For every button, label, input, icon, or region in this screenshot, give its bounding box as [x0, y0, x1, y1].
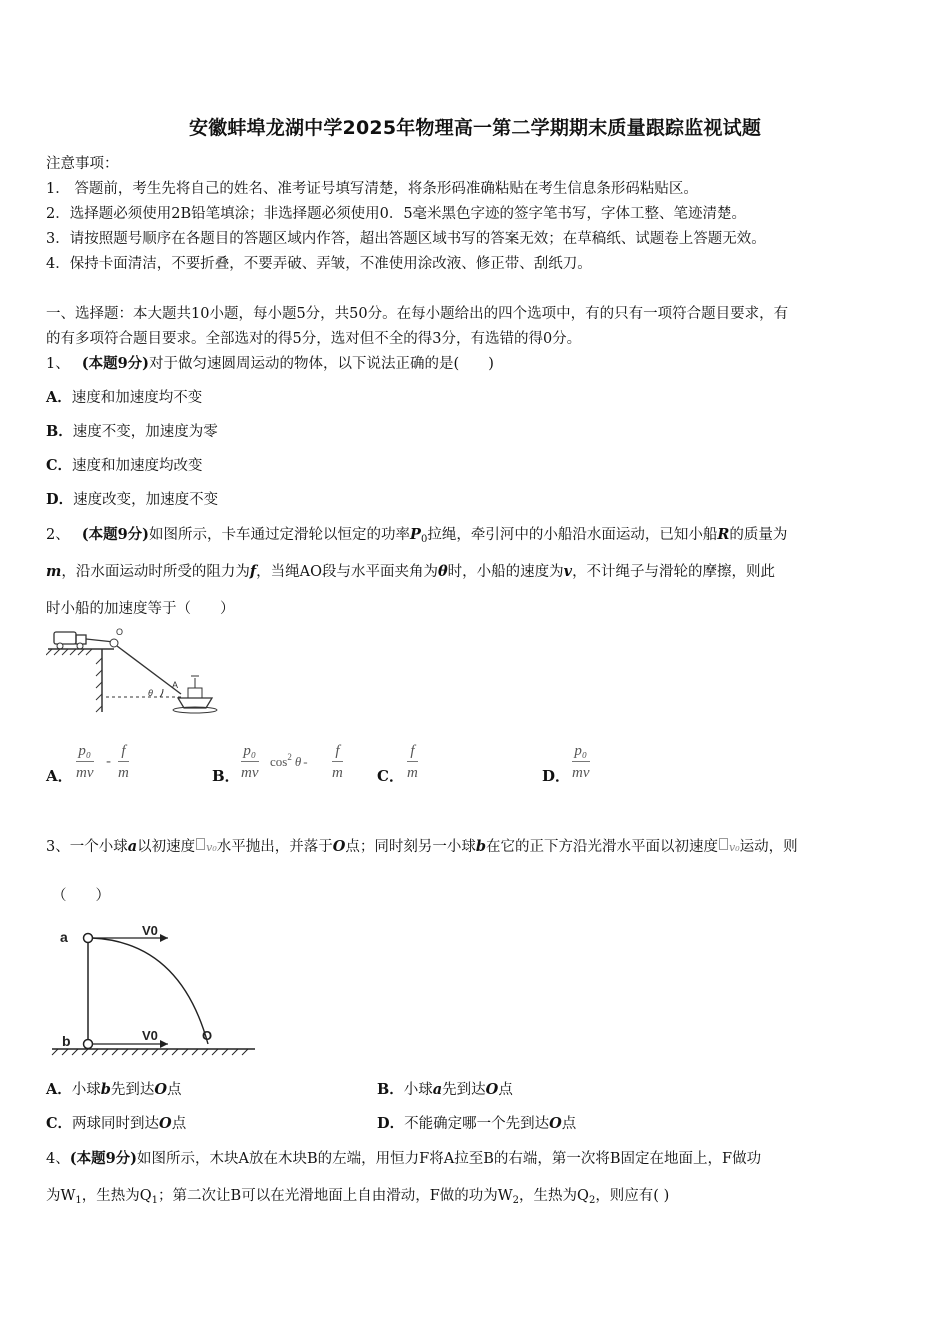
q1-option-a[interactable]: A．速度和加速度均不变 — [46, 389, 203, 406]
svg-text:O: O — [116, 627, 124, 637]
notice-heading: 注意事项： — [46, 156, 119, 172]
q2-option-d-label[interactable]: D． — [542, 767, 571, 785]
q3-option-a[interactable]: A．小球b先到达O点 — [46, 1081, 182, 1098]
ball-b-icon — [84, 1040, 93, 1049]
svg-text:b: b — [62, 1033, 71, 1049]
pulley-icon — [110, 639, 118, 647]
cos-term: $\cos^2 \theta$ - — [270, 752, 308, 769]
question-3-paren: （ ） — [52, 888, 110, 904]
q3-option-c[interactable]: C．两球同时到达O点 — [46, 1115, 187, 1132]
missing-glyph-icon — [719, 838, 728, 850]
question-2-line1: 2、 (本题9分)如图所示，卡车通过定滑轮以恒定的功率$P_0$拉绳，牵引河中的小船沿水面运动，已知小船R的质量为 — [46, 526, 788, 545]
q2-option-a-label[interactable]: A． — [46, 767, 73, 785]
question-4-line1: 4、(本题9分)如图所示，木块A放在木块B的左端，用恒力F将A拉至B的右端，第一次将B固定在地面上，F做功 — [46, 1150, 762, 1167]
section-intro-line1: 一、选择题：本大题共10小题，每小题5分，共50分。在每小题给出的四个选项中，有的只有一项符合题目要求，有 — [46, 306, 789, 322]
question-4-line2: 为$W_1$，生热为$Q_1$；第二次让B可以在光滑地面上自由滑动，F做的功为$W_2$，生热为$Q_2$，则应有( ) — [46, 1188, 670, 1206]
svg-text:O: O — [202, 1028, 213, 1043]
question-2-line3: 时小船的加速度等于（ ） — [46, 601, 235, 617]
svg-text:A: A — [172, 680, 179, 690]
missing-glyph-icon — [196, 838, 205, 850]
ball-a-icon — [84, 934, 93, 943]
question-3-stem: 3、一个小球a以初速度 v₀水平抛出，并落于O点；同时刻另一小球b在它的正下方沿光滑水平面以初速度 v₀运动，则 — [46, 838, 798, 855]
q2-option-a-frac2: $\frac{f}{m}$ — [118, 743, 129, 781]
q2-option-c-label[interactable]: C． — [377, 767, 404, 785]
q2-option-b-frac2: $\frac{f}{m}$ — [332, 743, 343, 781]
truck-pulley-diagram — [46, 626, 221, 718]
svg-text:a: a — [60, 929, 68, 945]
q3-option-b[interactable]: B．小球a先到达O点 — [377, 1081, 513, 1098]
q1-option-c[interactable]: C．速度和加速度均改变 — [46, 457, 203, 474]
notice-item: 4．保持卡面清洁，不要折叠，不要弄破、弄皱，不准使用涂改液、修正带、刮纸刀。 — [46, 256, 592, 272]
q2-option-b-frac1: $\frac{\text{p₀}}{mv}$ — [241, 743, 259, 781]
q2-option-a-frac1: $\frac{\text{p₀}}{mv}$ — [76, 743, 94, 781]
page-title: 安徽蚌埠龙湖中学2025年物理高一第二学期期末质量跟踪监视试题 — [188, 117, 762, 139]
section-intro-line2: 的有多项符合题目要求。全部选对的得5分，选对但不全的得3分，有选错的得0分。 — [46, 331, 582, 347]
q2-option-c-frac: $\frac{f}{m}$ — [407, 743, 418, 781]
q2-option-b-label[interactable]: B． — [212, 767, 240, 785]
projectile-diagram — [50, 920, 260, 1060]
question-1-stem: 1、 (本题9分)对于做匀速圆周运动的物体，以下说法正确的是( ) — [46, 355, 494, 372]
svg-text:V0: V0 — [142, 923, 158, 938]
q2-option-d-frac: $\frac{\text{p₀}}{mv}$ — [572, 743, 590, 781]
notice-item: 2．选择题必须使用2B铅笔填涂；非选择题必须使用0．5毫米黑色字迹的签字笔书写，字体工整、笔迹清楚。 — [46, 206, 747, 222]
q3-option-d[interactable]: D．不能确定哪一个先到达O点 — [377, 1115, 577, 1132]
q1-option-d[interactable]: D．速度改变，加速度不变 — [46, 491, 219, 508]
boat-icon — [173, 676, 217, 713]
truck-icon — [54, 632, 86, 649]
svg-text:V0: V0 — [142, 1028, 158, 1043]
question-2-line2: m，沿水面运动时所受的阻力为f，当绳AO段与水平面夹角为θ时，小船的速度为v，不计绳子与滑轮的摩擦，则此 — [46, 563, 776, 580]
q1-option-b[interactable]: B．速度不变，加速度为零 — [46, 423, 218, 440]
svg-text:θ: θ — [148, 688, 153, 698]
notice-item: 1． 答题前，考生先将自己的姓名、准考证号填写清楚，将条形码准确粘贴在考生信息条形码粘贴区。 — [46, 181, 698, 197]
ground-hatching — [52, 1049, 248, 1055]
notice-item: 3．请按照题号顺序在各题目的答题区域内作答，超出答题区域书写的答案无效；在草稿纸、试题卷上答题无效。 — [46, 231, 766, 247]
minus-sign: - — [106, 752, 112, 770]
